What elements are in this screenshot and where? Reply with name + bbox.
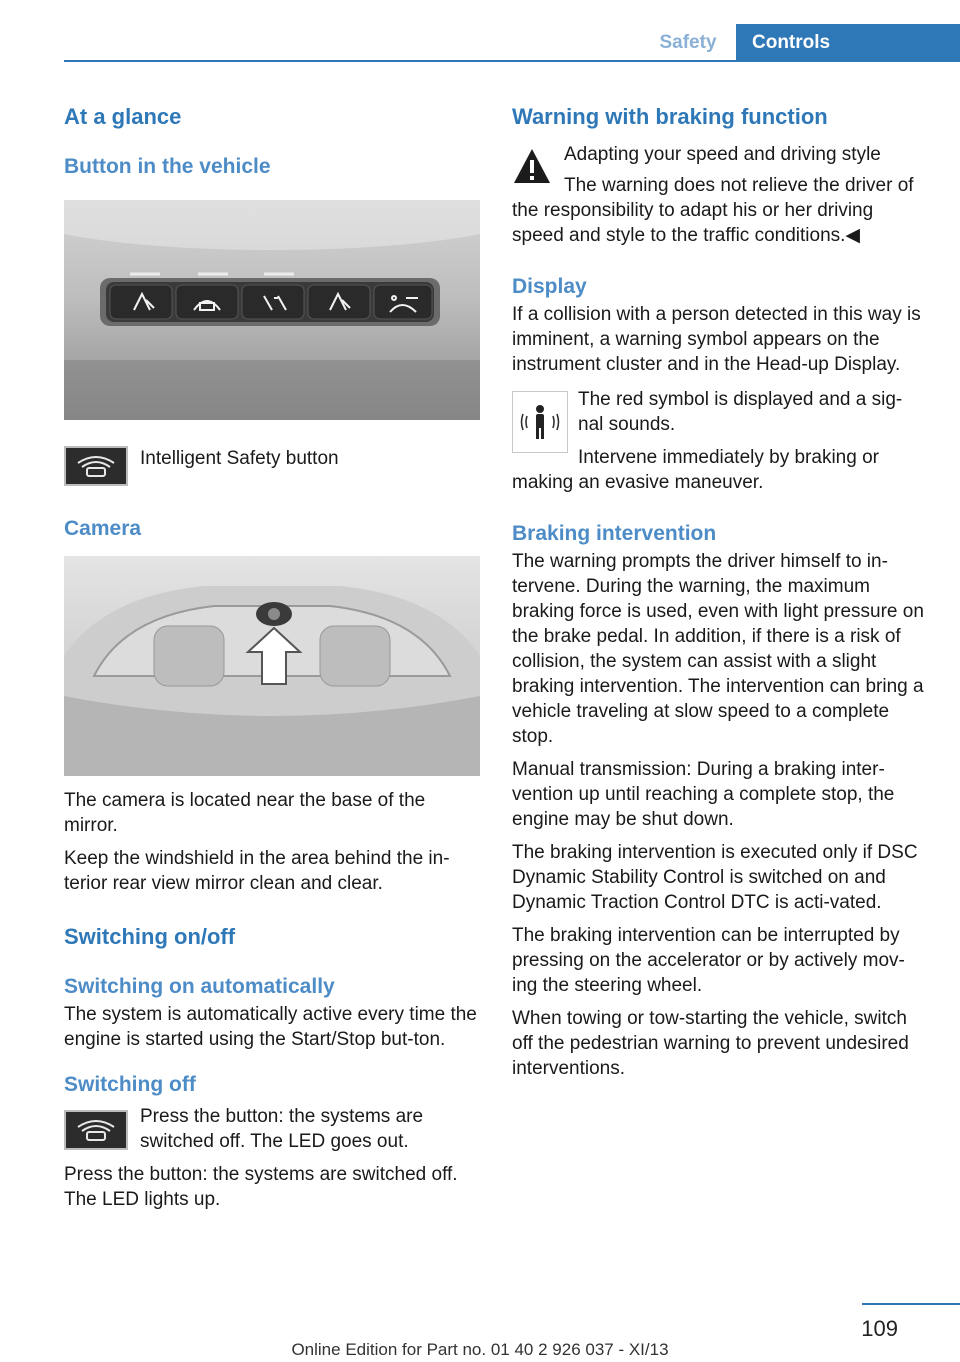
braking-paragraph-1: The warning prompts the driver himself to in-tervene. During the warning, the maximum braking force is used, even with light pressure on the brake pedal. In addition, if there is a risk of collision, the system can assist with a slight braking intervention. The intervention can bring a vehicle traveling at slow speed to a complete stop.	[512, 551, 924, 747]
intelligent-safety-row	[64, 440, 482, 486]
switch-off-row	[64, 1104, 482, 1154]
intervene-text: Intervene immediately by braking or making an evasive maneuver.	[512, 447, 879, 493]
page-number: 109	[861, 1316, 898, 1341]
camera-paragraph-2: Keep the windshield in the area behind the in-terior rear view mirror clean and clear.	[64, 848, 450, 894]
braking-paragraph-2: Manual transmission: During a braking inter-vention up until reaching a complete stop, the engine may be shut down.	[512, 759, 895, 830]
heading-warning-braking: Warning with braking function	[512, 104, 828, 129]
intelligent-safety-icon	[64, 1110, 128, 1150]
intelligent-safety-label: Intelligent Safety button	[140, 448, 339, 469]
braking-paragraph-3: The braking intervention is executed only if DSC Dynamic Stability Control is switched on and Dynamic Traction Control DTC is acti-vated.	[512, 842, 918, 913]
heading-switch-off: Switching off	[64, 1073, 196, 1096]
tab-controls[interactable]: Controls	[736, 24, 960, 62]
intelligent-safety-icon	[64, 446, 128, 486]
warning-title: Adapting your speed and driving style	[564, 144, 881, 165]
tab-safety[interactable]: Safety	[659, 32, 717, 53]
warning-text: The warning does not relieve the driver of the responsibility to adapt his or her driving speed and style to the traffic conditions.◀	[512, 175, 914, 246]
right-column	[512, 100, 926, 1081]
braking-paragraph-5: When towing or tow-starting the vehicle, switch off the pedestrian warning to prevent undesired interventions.	[512, 1008, 909, 1079]
switch-off-paragraph: Press the button: the systems are switched off. The LED lights up.	[64, 1164, 458, 1210]
warning-triangle-icon	[512, 146, 552, 186]
camera-paragraph-1: The camera is located near the base of the mirror.	[64, 790, 426, 836]
switch-auto-paragraph: The system is automatically active every time the engine is started using the Start/Stop but-ton.	[64, 1004, 477, 1050]
button-panel-illustration	[64, 200, 480, 420]
heading-camera: Camera	[64, 517, 142, 540]
heading-braking-intervention: Braking intervention	[512, 522, 717, 545]
left-column	[64, 100, 482, 1212]
heading-switching: Switching on/off	[64, 924, 236, 949]
pedestrian-warning-icon	[512, 391, 568, 453]
display-paragraph: If a collision with a person detected in this way is imminent, a warning symbol appears on the instrument cluster and in the Head-up Display.	[512, 304, 921, 375]
red-symbol-text: The red symbol is displayed and a sig-nal sounds.	[578, 389, 903, 435]
button-panel-photo	[64, 200, 480, 420]
switch-off-icon-text: Press the button: the systems are switched off. The LED goes out.	[140, 1106, 424, 1152]
camera-illustration	[64, 556, 480, 776]
camera-photo	[64, 556, 480, 776]
heading-display: Display	[512, 275, 587, 298]
braking-paragraph-4: The braking intervention can be interrupted by pressing on the accelerator or by actively mov-ing the steering wheel.	[512, 925, 905, 996]
heading-button-in-vehicle: Button in the vehicle	[64, 155, 271, 178]
warning-block	[512, 142, 926, 248]
pedestrian-block	[512, 387, 926, 495]
heading-at-a-glance: At a glance	[64, 104, 182, 129]
heading-switch-auto: Switching on automatically	[64, 975, 335, 998]
footer-rule	[862, 1303, 960, 1305]
edition-footer: Online Edition for Part no. 01 40 2 926 037 - XI/13	[291, 1340, 669, 1359]
